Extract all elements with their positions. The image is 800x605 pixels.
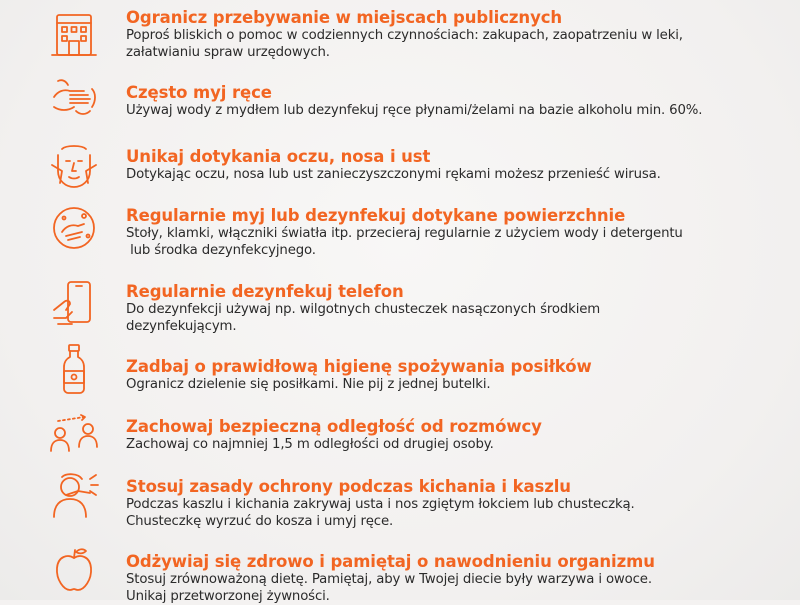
guideline-description <box>126 496 635 530</box>
guideline-description-line: załatwianiu spraw urzędowych. <box>126 45 330 60</box>
building-icon <box>48 10 100 62</box>
guideline-description <box>126 225 683 259</box>
guideline-description <box>126 436 494 453</box>
sneeze-icon <box>48 469 100 521</box>
guideline-description-line: Dotykając oczu, nosa lub ust zanieczyszczonymi rękami możesz przenieść wirusa. <box>126 167 661 182</box>
bottle-icon <box>48 343 100 395</box>
guideline-description <box>126 301 600 335</box>
guideline-title: Często myj ręce <box>126 83 272 102</box>
guideline-title: Zadbaj o prawidłową higienę spożywania posiłków <box>126 357 592 376</box>
apple-icon <box>48 544 100 596</box>
guideline-title: Odżywiaj się zdrowo i pamiętaj o nawodnieniu organizmu <box>126 552 655 571</box>
guideline-title: Zachowaj bezpieczną odległość od rozmówcy <box>126 417 542 436</box>
guideline-description-line: Używaj wody z mydłem lub dezynfekuj ręce płynami/żelami na bazie alkoholu min. 60%. <box>126 103 703 118</box>
guideline-description <box>126 27 683 61</box>
face-touch-icon <box>48 141 100 193</box>
guideline-description-line: Poproś bliskich o pomoc w codziennych czynnościach: zakupach, zaopatrzeniu w leki, <box>126 28 683 43</box>
guideline-description-line: Do dezynfekcji używaj np. wilgotnych chusteczek nasączonych środkiem <box>126 302 601 317</box>
guideline-description <box>126 102 702 119</box>
guideline-description-line: dezynfekującym. <box>126 319 237 334</box>
guideline-description-line: lub środka dezynfekcyjnego. <box>126 243 316 258</box>
phone-disinfect-icon <box>48 278 100 330</box>
guideline-description-line: Chusteczkę wyrzuć do kosza i umyj ręce. <box>126 514 394 529</box>
guideline-title: Regularnie dezynfekuj telefon <box>126 282 404 301</box>
guideline-description-line: Stoły, klamki, włączniki światła itp. przecieraj regularnie z użyciem wody i detergentu <box>126 226 683 241</box>
guideline-title: Ogranicz przebywanie w miejscach publicznych <box>126 8 563 27</box>
guideline-description <box>126 376 490 393</box>
guideline-description-line: Zachowaj co najmniej 1,5 m odległości od drugiej osoby. <box>126 437 494 452</box>
guideline-title: Stosuj zasady ochrony podczas kichania i kaszlu <box>126 477 571 496</box>
hand-washing-icon <box>48 71 100 123</box>
guideline-description-line: Stosuj zrównoważoną dietę. Pamiętaj, aby w Twojej diecie były warzywa i owoce. <box>126 572 652 587</box>
guideline-description-line: Ogranicz dzielenie się posiłkami. Nie pij z jednej butelki. <box>126 377 491 392</box>
distance-people-icon <box>48 407 100 459</box>
surface-disinfect-icon <box>48 202 100 254</box>
guideline-title: Regularnie myj lub dezynfekuj dotykane powierzchnie <box>126 206 626 225</box>
guideline-description <box>126 166 661 183</box>
guideline-title: Unikaj dotykania oczu, nosa i ust <box>126 147 431 166</box>
guideline-description-line: Podczas kaszlu i kichania zakrywaj usta i nos zgiętym łokciem lub chusteczką. <box>126 497 635 512</box>
guideline-description-line: Unikaj przetworzonej żywności. <box>126 589 330 604</box>
